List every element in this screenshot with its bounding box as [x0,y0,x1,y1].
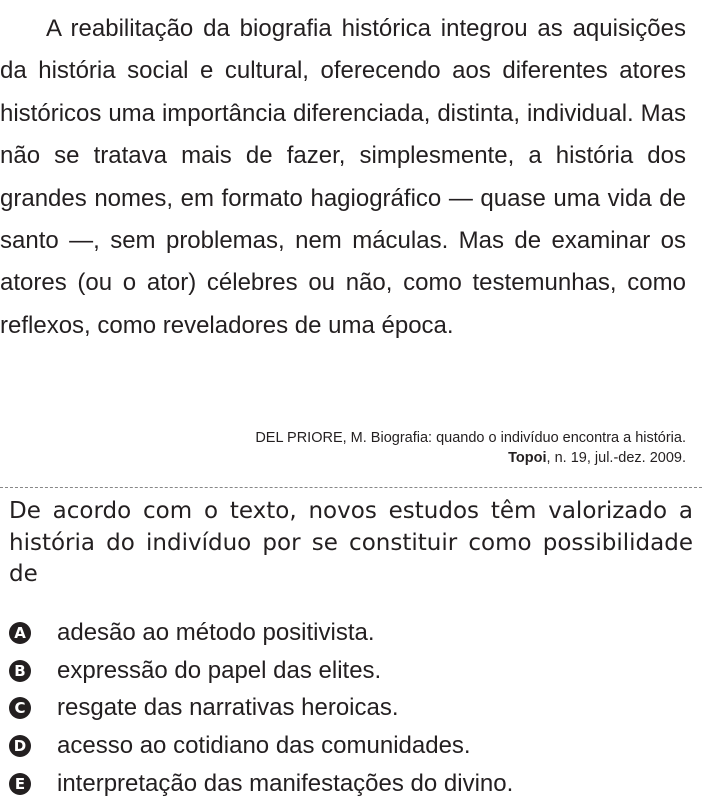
source-citation [255,428,686,468]
option-a[interactable] [9,614,513,652]
option-b-letter-badge: B [9,660,31,682]
passage-text: A reabilitação da biografia histórica integrou as aquisições da história social e cultural, oferecendo aos diferentes atores históricos uma importância diferenciada, distinta, individual. Mas não se tratava mais de fazer, simplesmente, a história dos grandes nomes, em formato hagiográfico — quase uma vida de santo —, sem problemas, nem máculas. Mas de examinar os atores (ou o ator) célebres ou não, como testemunhas, como reflexos, como reveladores de uma época. [0,15,686,339]
option-b[interactable] [9,652,513,690]
citation-line-1: DEL PRIORE, M. Biografia: quando o indivíduo encontra a história. [255,430,686,446]
option-d-letter-badge: D [9,735,31,757]
option-b-text: expressão do papel das elites. [57,656,382,684]
dashed-divider [0,487,702,488]
option-c[interactable] [9,689,513,727]
option-d[interactable] [9,727,513,765]
option-e-text: interpretação das manifestações do divino. [57,769,514,797]
option-e[interactable] [9,765,513,803]
journal-name: Topoi [508,450,547,466]
citation-details: , n. 19, jul.-dez. 2009. [546,450,686,466]
option-c-text: resgate das narrativas heroicas. [57,694,399,722]
citation-line-2 [255,448,686,468]
option-d-text: acesso ao cotidiano das comunidades. [57,731,471,759]
option-c-letter-badge: C [9,697,31,719]
answer-options [9,614,513,802]
option-e-letter-badge: E [9,773,31,795]
option-a-letter-badge: A [9,622,31,644]
question-stem: De acordo com o texto, novos estudos têm valorizado a história do indivíduo por se constituir como possibilidade de [9,498,693,587]
option-a-text: adesão ao método positivista. [57,618,375,646]
